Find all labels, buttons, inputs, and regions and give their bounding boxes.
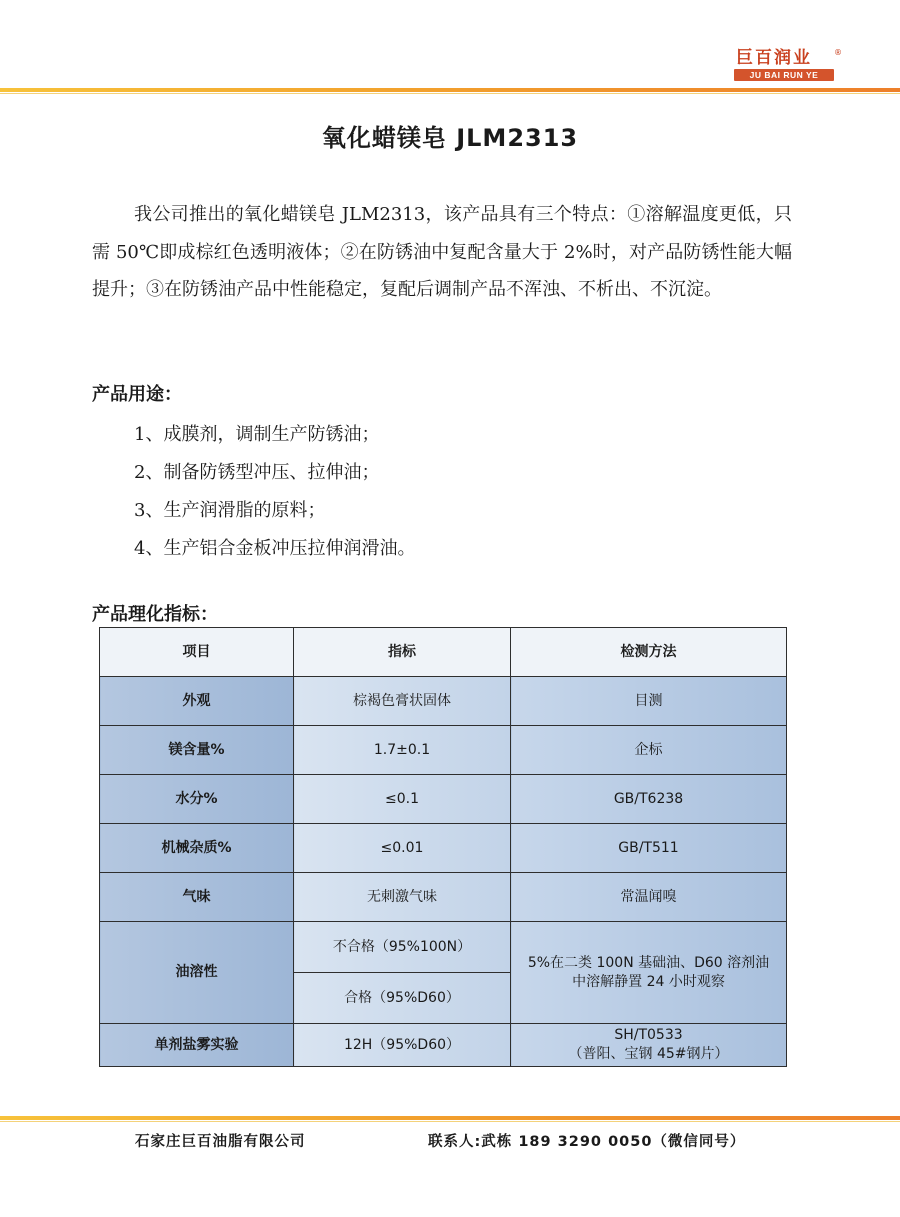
- row-value: 12H（95%D60）: [294, 1024, 511, 1067]
- table-header-row: [100, 628, 787, 677]
- method-line: 中溶解静置 24 小时观察: [572, 973, 725, 990]
- row-value: 合格（95%D60）: [294, 973, 511, 1024]
- spec-table: [99, 627, 787, 1067]
- row-method: 目测: [511, 677, 787, 726]
- row-item: 水分%: [100, 775, 294, 824]
- row-method: [511, 922, 787, 1024]
- row-item: 机械杂质%: [100, 824, 294, 873]
- table-row: [100, 677, 787, 726]
- row-item: 油溶性: [100, 922, 294, 1024]
- registered-mark: ®: [834, 48, 842, 57]
- footer-company: 石家庄巨百油脂有限公司: [135, 1134, 306, 1150]
- footer-rule-thin: [0, 1121, 900, 1122]
- row-value: 棕褐色膏状固体: [294, 677, 511, 726]
- table-row: [100, 775, 787, 824]
- usage-item: 4、生产铝合金板冲压拉伸润滑油。: [134, 538, 416, 559]
- table-row-salt-spray: [100, 1024, 787, 1067]
- method-line: （普阳、宝钢 45#钢片）: [568, 1046, 729, 1062]
- table-row-oil-solubility: [100, 922, 787, 973]
- intro-paragraph: 我公司推出的氧化蜡镁皂 JLM2313，该产品具有三个特点：①溶解温度更低，只需 50℃即成棕红色透明液体；②在防锈油中复配含量大于 2%时，对产品防锈性能大幅提升；③在防锈油产品中性能稳定，复配后调制产品不浑浊、不析出、不沉淀。: [92, 204, 792, 300]
- row-item: 气味: [100, 873, 294, 922]
- table-row: [100, 873, 787, 922]
- table-row: [100, 726, 787, 775]
- row-method: GB/T6238: [511, 775, 787, 824]
- footer-contact: 联系人:武栋 189 3290 0050（微信同号）: [428, 1134, 746, 1150]
- spec-heading: 产品理化指标：: [92, 604, 218, 625]
- footer: [0, 1130, 900, 1150]
- header-rule-thin: [0, 93, 900, 94]
- company-logo: [734, 48, 842, 82]
- row-value: 不合格（95%100N）: [294, 922, 511, 973]
- row-item: 外观: [100, 677, 294, 726]
- row-value: ≤0.01: [294, 824, 511, 873]
- row-value: 1.7±0.1: [294, 726, 511, 775]
- header-rule: [0, 88, 900, 92]
- usage-item: 1、成膜剂，调制生产防锈油；: [134, 424, 380, 445]
- method-line: 5%在二类 100N 基础油、D60 溶剂油: [527, 954, 770, 971]
- row-value: 无刺激气味: [294, 873, 511, 922]
- method-line: SH/T0533: [614, 1027, 683, 1043]
- header-item: 项目: [100, 628, 294, 677]
- footer-rule: [0, 1116, 900, 1120]
- row-method: GB/T511: [511, 824, 787, 873]
- row-value: ≤0.1: [294, 775, 511, 824]
- row-item: 镁含量%: [100, 726, 294, 775]
- row-method: 企标: [511, 726, 787, 775]
- row-item: 单剂盐雾实验: [100, 1024, 294, 1067]
- row-method: 常温闻嗅: [511, 873, 787, 922]
- table-row: [100, 824, 787, 873]
- usage-item: 3、生产润滑脂的原料；: [134, 500, 326, 521]
- logo-chinese-text: 巨百润业: [736, 48, 812, 68]
- logo-english-text: JU BAI RUN YE: [734, 69, 834, 81]
- usage-heading: 产品用途：: [92, 384, 182, 405]
- page-title: 氧化蜡镁皂 JLM2313: [321, 124, 579, 152]
- header-method: 检测方法: [511, 628, 787, 677]
- row-method: [511, 1024, 787, 1067]
- usage-item: 2、制备防锈型冲压、拉伸油；: [134, 462, 380, 483]
- usage-list: [134, 416, 415, 568]
- header-value: 指标: [294, 628, 511, 677]
